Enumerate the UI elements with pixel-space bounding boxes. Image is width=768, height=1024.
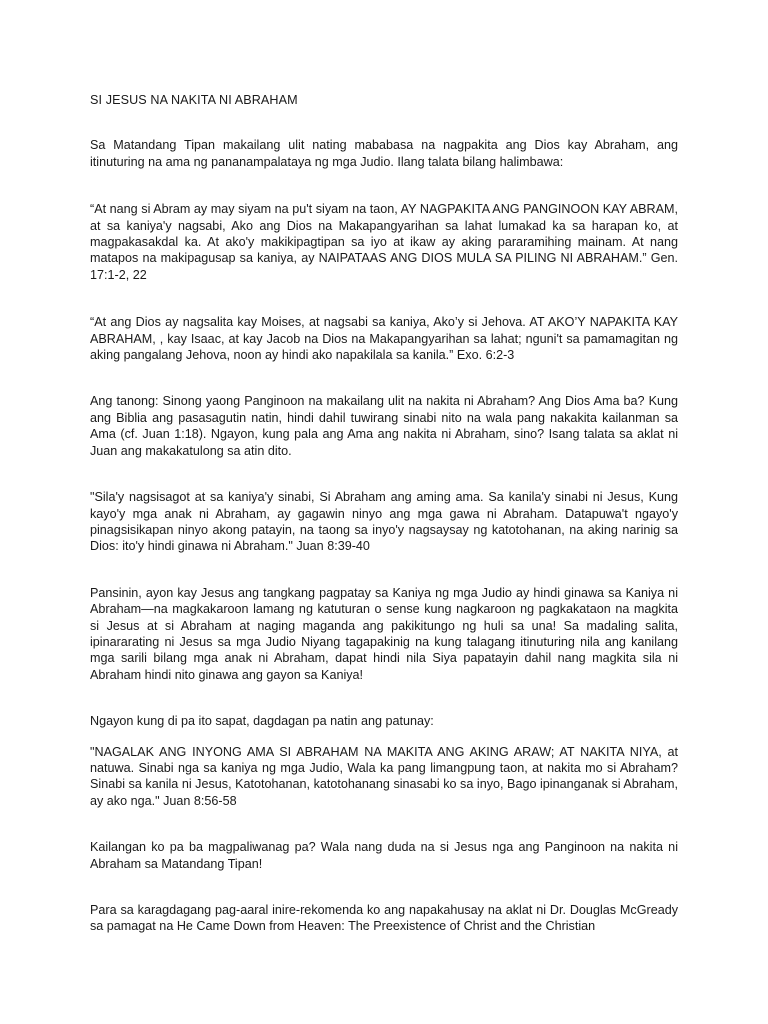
document-title: SI JESUS NA NAKITA NI ABRAHAM bbox=[90, 93, 298, 107]
paragraph-recommendation: Para sa karagdagang pag-aaral inire-rekomenda ko ang napakahusay na aklat ni Dr. Douglas McGready sa pamagat na He Came Down from Heaven: The Preexistence of Christ and the Christian bbox=[90, 903, 678, 934]
paragraph-explanation: Pansinin, ayon kay Jesus ang tangkang pagpatay sa Kaniya ng mga Judio ay hindi ginawa sa Kaniya ni Abraham—na magkakaroon lamang ng katuturan o sense kung nagkaroon ng pagkakataon na magkita si Jesus at si Abraham at naging maganda ang pakikitungo ng huli sa una! Sa madaling salita, ipinararating ni Jesus sa mga Judio Niyang tagapakinig na kung talagang itinuturing nila ang kanilang mga sarili bilang mga anak ni Abraham, dapat hindi nila Siya papatayin dahil nang magkita sila ni Abraham hindi nito ginawa ang gayon sa Kaniya! bbox=[90, 585, 678, 682]
quote-john-8-39: "Sila'y nagsisagot at sa kaniya'y sinabi, Si Abraham ang aming ama. Sa kanila'y sinabi ni Jesus, Kung kayo'y mga anak ni Abraham, ay gagawin ninyo ang mga gawa ni Abraham. Datapuwa't ngayo'y pinagsisikapan ninyo akong patayin, na taong sa inyo'y nagsaysay ng katotohanan, na aking narinig sa Dios: ito'y hindi ginawa ni Abraham." Juan 8:39-40 bbox=[90, 490, 678, 554]
quote-john-8-56: "NAGALAK ANG INYONG AMA SI ABRAHAM NA MAKITA ANG AKING ARAW; AT NAKITA NIYA, at natuwa. Sinabi nga sa kaniya ng mga Judio, Wala ka pang limangpung taon, at nakita mo si Abraham? Sinabi sa kanila ni Jesus, Katotohanan, katotohanang sinasabi ko sa inyo, Bago ipinanganak si Abraham, ay ako nga." Juan 8:56-58 bbox=[90, 744, 678, 808]
paragraph-question: Ang tanong: Sinong yaong Panginoon na makailang ulit na nakita ni Abraham? Ang Dios Ama ba? Kung ang Biblia ang pasasagutin natin, hindi dahil tuwirang sinabi nito na wala pang nakakita kailanman sa Ama (cf. Juan 1:18). Ngayon, kung pala ang Ama ang nakita ni Abraham, sino? Isang talata sa aklat ni Juan ang makakatulong sa atin dito. bbox=[90, 394, 678, 458]
quote-genesis: “At nang si Abram ay may siyam na pu't siyam na taon, AY NAGPAKITA ANG PANGINOON KAY ABRAM, at sa kaniya'y nagsabi, Ako ang Dios na Makapangyarihan sa lahat lumakad ka sa harapan ko, at magpakasakdal ka. At ako'y makikipagtipan sa iyo at ikaw ay aking pararamihing mainam. At nang matapos na makipagusap sa kaniya, ay NAIPATAAS ANG DIOS MULA SA PILING NI ABRAHAM.” Gen. 17:1-2, 22 bbox=[90, 202, 678, 282]
paragraph-additional-proof: Ngayon kung di pa ito sapat, dagdagan pa natin ang patunay: bbox=[90, 714, 434, 729]
document-body bbox=[90, 92, 678, 935]
quote-exodus: “At ang Dios ay nagsalita kay Moises, at nagsabi sa kaniya, Ako’y si Jehova. AT AKO’Y NAPAKITA KAY ABRAHAM, , kay Isaac, at kay Jacob na Dios na Makapangyarihan sa lahat; nguni't sa pamamagitan ng aking pangalang Jehova, noon ay hindi ako napakilala sa kanila.” Exo. 6:2-3 bbox=[90, 315, 678, 363]
paragraph-conclusion: Kailangan ko pa ba magpaliwanag pa? Wala nang duda na si Jesus nga ang Panginoon na nakita ni Abraham sa Matandang Tipan! bbox=[90, 840, 678, 871]
paragraph-intro: Sa Matandang Tipan makailang ulit nating mababasa na nagpakita ang Dios kay Abraham, ang itinuturing na ama ng pananampalataya ng mga Judio. Ilang talata bilang halimbawa: bbox=[90, 138, 678, 169]
